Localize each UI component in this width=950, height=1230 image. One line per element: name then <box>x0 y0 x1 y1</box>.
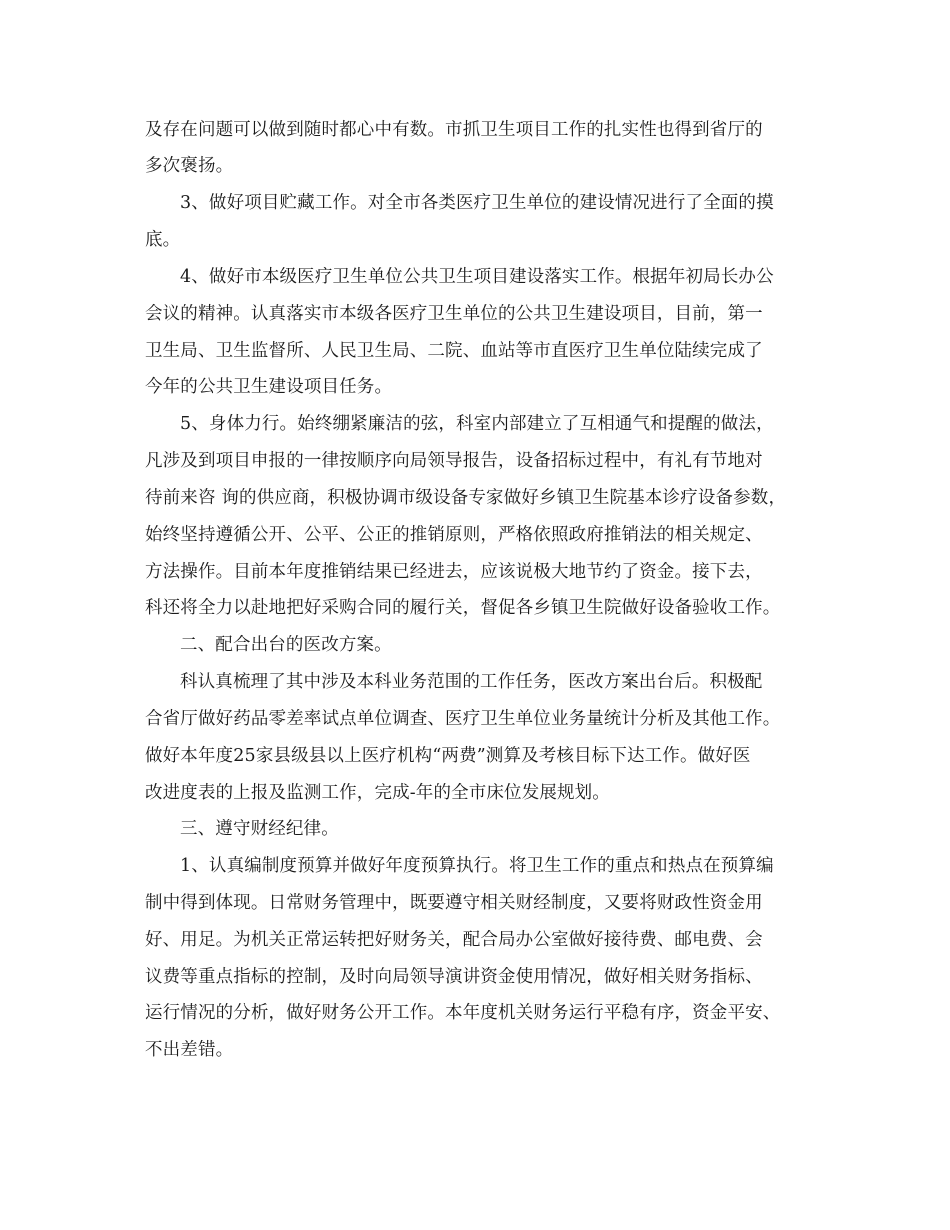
text-line: 1、认真编制度预算并做好年度预算执行。将卫生工作的重点和热点在预算编 <box>180 856 774 876</box>
text-line: 议费等重点指标的控制，及时向局领导演讲资金使用情况，做好相关财务指标、 <box>145 967 763 987</box>
text-line: 科还将全力以赴地把好采购合同的履行关，督促各乡镇卫生院做好设备验收工作。 <box>145 598 781 618</box>
text-line: 卫生局、卫生监督所、人民卫生局、二院、血站等市直医疗卫生单位陆续完成了 <box>145 341 763 361</box>
section-heading: 二、配合出台的医改方案。 <box>180 635 392 655</box>
text-line: 4、做好市本级医疗卫生单位公共卫生项目建设落实工作。根据年初局长办公 <box>180 267 774 287</box>
text-line: 做好本年度25家县级县以上医疗机构“两费”测算及考核目标下达工作。做好医 <box>145 746 751 766</box>
text-line: 改进度表的上报及监测工作，完成-年的全市床位发展规划。 <box>145 783 610 803</box>
text-line: 待前来咨 询的供应商，积极协调市级设备专家做好乡镇卫生院基本诊疗设备参数， <box>145 488 787 508</box>
text-line: 多次褒扬。 <box>145 156 234 176</box>
text-line: 合省厅做好药品零差率试点单位调查、医疗卫生单位业务量统计分析及其他工作。 <box>145 709 781 729</box>
text-line: 制中得到体现。日常财务管理中，既要遵守相关财经制度，又要将财政性资金用 <box>145 893 763 913</box>
text-line: 凡涉及到项目申报的一律按顺序向局领导报告，设备招标过程中，有礼有节地对 <box>145 451 763 471</box>
text-line: 底。 <box>145 230 181 250</box>
section-heading: 三、遵守财经纪律。 <box>180 819 339 839</box>
text-line: 科认真梳理了其中涉及本科业务范围的工作任务，医改方案出台后。积极配 <box>180 672 763 692</box>
text-line: 运行情况的分析，做好财务公开工作。本年度机关财务运行平稳有序，资金平安、 <box>145 1003 781 1023</box>
text-line: 及存在问题可以做到随时都心中有数。市抓卫生项目工作的扎实性也得到省厅的 <box>145 120 763 140</box>
text-line: 方法操作。目前本年度推销结果已经进去，应该说极大地节约了资金。接下去， <box>145 562 763 582</box>
text-line: 3、做好项目贮藏工作。对全市各类医疗卫生单位的建设情况进行了全面的摸 <box>180 193 774 213</box>
text-line: 好、用足。为机关正常运转把好财务关，配合局办公室做好接待费、邮电费、会 <box>145 930 763 950</box>
text-line: 5、身体力行。始终绷紧廉洁的弦，科室内部建立了互相通气和提醒的做法， <box>180 414 774 434</box>
text-line: 会议的精神。认真落实市本级各医疗卫生单位的公共卫生建设项目，目前，第一 <box>145 304 763 324</box>
text-line: 今年的公共卫生建设项目任务。 <box>145 377 393 397</box>
text-line: 不出差错。 <box>145 1040 234 1060</box>
text-line: 始终坚持遵循公开、公平、公正的推销原则，严格依照政府推销法的相关规定、 <box>145 525 763 545</box>
